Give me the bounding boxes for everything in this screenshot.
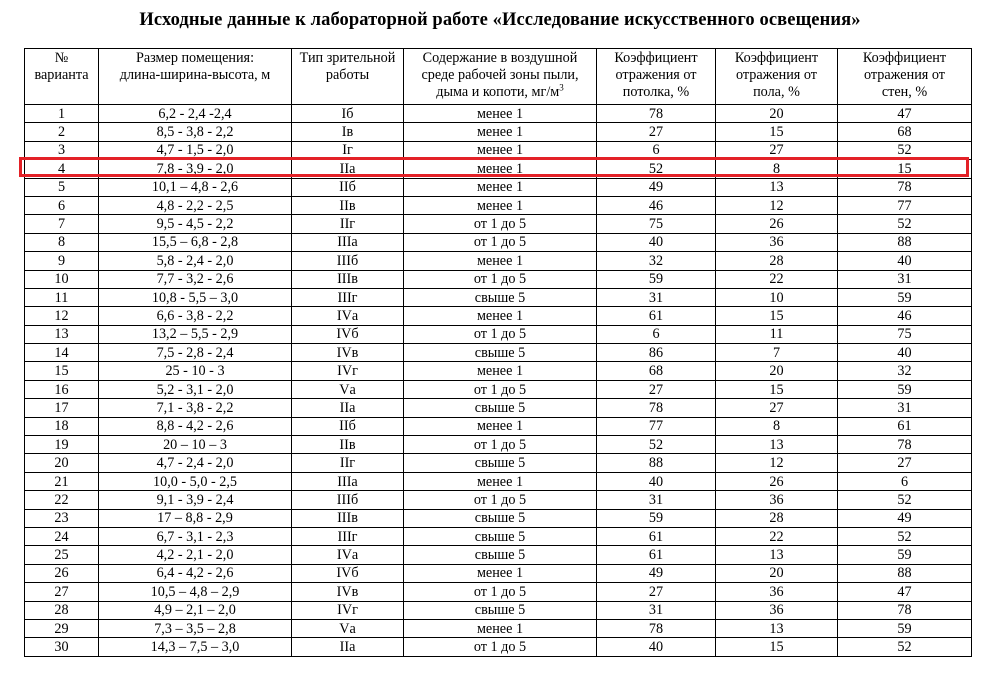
table-row bbox=[25, 252, 972, 270]
cell-wall-reflection: 40 bbox=[838, 344, 972, 362]
table-row bbox=[25, 141, 972, 159]
cell-wall-reflection: 31 bbox=[838, 399, 972, 417]
cell-variant: 4 bbox=[25, 160, 99, 178]
cell-dust-content: менее 1 bbox=[404, 123, 597, 141]
cell-variant: 27 bbox=[25, 583, 99, 601]
cell-wall-reflection: 32 bbox=[838, 362, 972, 380]
cell-wall-reflection: 46 bbox=[838, 307, 972, 325]
cell-floor-reflection: 28 bbox=[716, 252, 838, 270]
table-row bbox=[25, 454, 972, 472]
cell-wall-reflection: 61 bbox=[838, 417, 972, 435]
cell-room-size: 6,7 - 3,1 - 2,3 bbox=[99, 527, 292, 545]
cell-room-size: 6,6 - 3,8 - 2,2 bbox=[99, 307, 292, 325]
cell-ceiling-reflection: 49 bbox=[597, 564, 716, 582]
cell-floor-reflection: 13 bbox=[716, 436, 838, 454]
cell-room-size: 10,0 - 5,0 - 2,5 bbox=[99, 472, 292, 490]
cell-floor-reflection: 8 bbox=[716, 160, 838, 178]
cell-work-type: IIг bbox=[292, 215, 404, 233]
cell-dust-content: от 1 до 5 bbox=[404, 215, 597, 233]
cell-variant: 16 bbox=[25, 380, 99, 398]
table-row bbox=[25, 564, 972, 582]
cell-floor-reflection: 27 bbox=[716, 141, 838, 159]
table-row bbox=[25, 638, 972, 656]
cell-floor-reflection: 20 bbox=[716, 564, 838, 582]
cell-room-size: 9,5 - 4,5 - 2,2 bbox=[99, 215, 292, 233]
cell-wall-reflection: 59 bbox=[838, 546, 972, 564]
table-row bbox=[25, 215, 972, 233]
cell-room-size: 13,2 – 5,5 - 2,9 bbox=[99, 325, 292, 343]
cell-dust-content: менее 1 bbox=[404, 307, 597, 325]
table-row bbox=[25, 472, 972, 490]
cell-wall-reflection: 27 bbox=[838, 454, 972, 472]
cell-work-type: IIг bbox=[292, 454, 404, 472]
cell-floor-reflection: 15 bbox=[716, 380, 838, 398]
table-row bbox=[25, 233, 972, 251]
cell-variant: 30 bbox=[25, 638, 99, 656]
table-row bbox=[25, 509, 972, 527]
cell-floor-reflection: 28 bbox=[716, 509, 838, 527]
cell-work-type: IVа bbox=[292, 546, 404, 564]
cell-floor-reflection: 27 bbox=[716, 399, 838, 417]
cell-dust-content: менее 1 bbox=[404, 141, 597, 159]
cell-floor-reflection: 13 bbox=[716, 619, 838, 637]
cell-dust-content: менее 1 bbox=[404, 196, 597, 214]
cell-work-type: IIIб bbox=[292, 491, 404, 509]
cell-wall-reflection: 31 bbox=[838, 270, 972, 288]
cell-wall-reflection: 47 bbox=[838, 583, 972, 601]
cell-variant: 19 bbox=[25, 436, 99, 454]
cell-wall-reflection: 6 bbox=[838, 472, 972, 490]
cell-work-type: Iв bbox=[292, 123, 404, 141]
cell-work-type: IVб bbox=[292, 564, 404, 582]
cell-wall-reflection: 15 bbox=[838, 160, 972, 178]
table-row bbox=[25, 344, 972, 362]
header-floor-reflection: Коэффициент отражения от пола, % bbox=[716, 49, 838, 105]
cell-wall-reflection: 68 bbox=[838, 123, 972, 141]
cell-room-size: 4,7 - 1,5 - 2,0 bbox=[99, 141, 292, 159]
cell-dust-content: свыше 5 bbox=[404, 527, 597, 545]
cell-room-size: 9,1 - 3,9 - 2,4 bbox=[99, 491, 292, 509]
cell-work-type: IVб bbox=[292, 325, 404, 343]
cell-variant: 18 bbox=[25, 417, 99, 435]
cell-ceiling-reflection: 27 bbox=[597, 583, 716, 601]
cell-floor-reflection: 22 bbox=[716, 270, 838, 288]
cell-wall-reflection: 59 bbox=[838, 619, 972, 637]
cell-floor-reflection: 8 bbox=[716, 417, 838, 435]
cell-variant: 22 bbox=[25, 491, 99, 509]
cell-room-size: 6,4 - 4,2 - 2,6 bbox=[99, 564, 292, 582]
table-row bbox=[25, 160, 972, 178]
cell-work-type: IIIв bbox=[292, 509, 404, 527]
cell-floor-reflection: 12 bbox=[716, 454, 838, 472]
cell-wall-reflection: 52 bbox=[838, 638, 972, 656]
cell-wall-reflection: 59 bbox=[838, 380, 972, 398]
header-visual-work-type: Тип зрительной работы bbox=[292, 49, 404, 105]
table-row bbox=[25, 436, 972, 454]
cell-variant: 23 bbox=[25, 509, 99, 527]
cell-variant: 11 bbox=[25, 288, 99, 306]
cell-ceiling-reflection: 59 bbox=[597, 509, 716, 527]
cell-room-size: 10,1 – 4,8 - 2,6 bbox=[99, 178, 292, 196]
cell-ceiling-reflection: 68 bbox=[597, 362, 716, 380]
table-row bbox=[25, 307, 972, 325]
header-variant: № варианта bbox=[25, 49, 99, 105]
cell-wall-reflection: 78 bbox=[838, 178, 972, 196]
cell-variant: 24 bbox=[25, 527, 99, 545]
table-row bbox=[25, 105, 972, 123]
cell-work-type: IVв bbox=[292, 583, 404, 601]
cell-ceiling-reflection: 77 bbox=[597, 417, 716, 435]
cell-variant: 28 bbox=[25, 601, 99, 619]
lab-data-table bbox=[24, 48, 972, 657]
cell-wall-reflection: 47 bbox=[838, 105, 972, 123]
cell-work-type: IIв bbox=[292, 436, 404, 454]
cell-dust-content: менее 1 bbox=[404, 105, 597, 123]
cell-work-type: IVа bbox=[292, 307, 404, 325]
cell-wall-reflection: 59 bbox=[838, 288, 972, 306]
table-row bbox=[25, 491, 972, 509]
table-row bbox=[25, 178, 972, 196]
table-row bbox=[25, 583, 972, 601]
cell-room-size: 7,7 - 3,2 - 2,6 bbox=[99, 270, 292, 288]
cell-work-type: IIIб bbox=[292, 252, 404, 270]
cell-ceiling-reflection: 40 bbox=[597, 233, 716, 251]
cell-variant: 15 bbox=[25, 362, 99, 380]
cell-wall-reflection: 75 bbox=[838, 325, 972, 343]
cell-variant: 5 bbox=[25, 178, 99, 196]
cell-variant: 26 bbox=[25, 564, 99, 582]
table-row bbox=[25, 380, 972, 398]
cell-work-type: IIа bbox=[292, 160, 404, 178]
cell-variant: 8 bbox=[25, 233, 99, 251]
cell-dust-content: от 1 до 5 bbox=[404, 325, 597, 343]
cell-work-type: IIIа bbox=[292, 472, 404, 490]
cell-room-size: 4,8 - 2,2 - 2,5 bbox=[99, 196, 292, 214]
cell-ceiling-reflection: 31 bbox=[597, 601, 716, 619]
table-row bbox=[25, 619, 972, 637]
cell-room-size: 25 - 10 - 3 bbox=[99, 362, 292, 380]
cell-room-size: 20 – 10 – 3 bbox=[99, 436, 292, 454]
cell-work-type: IVв bbox=[292, 344, 404, 362]
table-row bbox=[25, 362, 972, 380]
cell-variant: 25 bbox=[25, 546, 99, 564]
cell-room-size: 7,8 - 3,9 - 2,0 bbox=[99, 160, 292, 178]
cell-dust-content: от 1 до 5 bbox=[404, 270, 597, 288]
cell-dust-content: менее 1 bbox=[404, 472, 597, 490]
cell-floor-reflection: 10 bbox=[716, 288, 838, 306]
cell-work-type: IIб bbox=[292, 178, 404, 196]
cell-work-type: IIIа bbox=[292, 233, 404, 251]
cell-wall-reflection: 52 bbox=[838, 491, 972, 509]
table-row bbox=[25, 123, 972, 141]
cell-ceiling-reflection: 49 bbox=[597, 178, 716, 196]
cell-dust-content: менее 1 bbox=[404, 252, 597, 270]
cell-work-type: Vа bbox=[292, 380, 404, 398]
cell-ceiling-reflection: 27 bbox=[597, 380, 716, 398]
cell-work-type: Iб bbox=[292, 105, 404, 123]
cell-dust-content: менее 1 bbox=[404, 564, 597, 582]
cell-work-type: IIа bbox=[292, 399, 404, 417]
cell-dust-content: свыше 5 bbox=[404, 546, 597, 564]
cell-dust-content: менее 1 bbox=[404, 178, 597, 196]
cell-ceiling-reflection: 6 bbox=[597, 325, 716, 343]
cell-dust-content: от 1 до 5 bbox=[404, 233, 597, 251]
document-title: Исходные данные к лабораторной работе «Исследование искусственного освещения» bbox=[139, 10, 861, 30]
table-row bbox=[25, 270, 972, 288]
cell-room-size: 14,3 – 7,5 – 3,0 bbox=[99, 638, 292, 656]
cell-floor-reflection: 15 bbox=[716, 638, 838, 656]
cell-room-size: 7,1 - 3,8 - 2,2 bbox=[99, 399, 292, 417]
cell-work-type: IIIг bbox=[292, 288, 404, 306]
cell-floor-reflection: 13 bbox=[716, 178, 838, 196]
header-row bbox=[25, 49, 972, 105]
cell-floor-reflection: 26 bbox=[716, 215, 838, 233]
cell-ceiling-reflection: 59 bbox=[597, 270, 716, 288]
header-room-size: Размер помещения: длина-ширина-высота, м bbox=[99, 49, 292, 105]
cell-floor-reflection: 36 bbox=[716, 601, 838, 619]
cell-ceiling-reflection: 31 bbox=[597, 288, 716, 306]
cell-wall-reflection: 88 bbox=[838, 233, 972, 251]
table-row bbox=[25, 399, 972, 417]
cell-dust-content: менее 1 bbox=[404, 160, 597, 178]
cell-floor-reflection: 20 bbox=[716, 362, 838, 380]
cell-ceiling-reflection: 40 bbox=[597, 638, 716, 656]
cell-dust-content: свыше 5 bbox=[404, 601, 597, 619]
cell-variant: 14 bbox=[25, 344, 99, 362]
cell-dust-content: от 1 до 5 bbox=[404, 380, 597, 398]
cell-work-type: IVг bbox=[292, 362, 404, 380]
cell-dust-content: от 1 до 5 bbox=[404, 638, 597, 656]
cell-room-size: 10,5 – 4,8 – 2,9 bbox=[99, 583, 292, 601]
cell-room-size: 15,5 – 6,8 - 2,8 bbox=[99, 233, 292, 251]
cell-room-size: 4,2 - 2,1 - 2,0 bbox=[99, 546, 292, 564]
cell-dust-content: от 1 до 5 bbox=[404, 436, 597, 454]
cell-floor-reflection: 7 bbox=[716, 344, 838, 362]
cell-ceiling-reflection: 78 bbox=[597, 619, 716, 637]
table-row bbox=[25, 288, 972, 306]
cell-variant: 9 bbox=[25, 252, 99, 270]
cell-room-size: 5,8 - 2,4 - 2,0 bbox=[99, 252, 292, 270]
cell-work-type: IIIв bbox=[292, 270, 404, 288]
cell-variant: 29 bbox=[25, 619, 99, 637]
cell-room-size: 7,5 - 2,8 - 2,4 bbox=[99, 344, 292, 362]
cell-room-size: 10,8 - 5,5 – 3,0 bbox=[99, 288, 292, 306]
header-dust-content: Содержание в воздушной среде рабочей зоны пыли, дыма и копоти, $мг/м^3$ bbox=[404, 49, 597, 105]
cell-variant: 1 bbox=[25, 105, 99, 123]
cell-room-size: 7,3 – 3,5 – 2,8 bbox=[99, 619, 292, 637]
cell-variant: 20 bbox=[25, 454, 99, 472]
cell-floor-reflection: 12 bbox=[716, 196, 838, 214]
cell-floor-reflection: 22 bbox=[716, 527, 838, 545]
cell-dust-content: свыше 5 bbox=[404, 344, 597, 362]
table-row bbox=[25, 527, 972, 545]
table-body bbox=[25, 105, 972, 657]
cell-floor-reflection: 13 bbox=[716, 546, 838, 564]
table-row bbox=[25, 417, 972, 435]
cell-floor-reflection: 36 bbox=[716, 233, 838, 251]
table-row bbox=[25, 601, 972, 619]
cell-work-type: IIIг bbox=[292, 527, 404, 545]
cell-dust-content: менее 1 bbox=[404, 417, 597, 435]
cell-ceiling-reflection: 31 bbox=[597, 491, 716, 509]
cell-wall-reflection: 88 bbox=[838, 564, 972, 582]
cell-dust-content: свыше 5 bbox=[404, 288, 597, 306]
cell-ceiling-reflection: 61 bbox=[597, 546, 716, 564]
cell-ceiling-reflection: 88 bbox=[597, 454, 716, 472]
cell-floor-reflection: 26 bbox=[716, 472, 838, 490]
cell-wall-reflection: 40 bbox=[838, 252, 972, 270]
cell-variant: 12 bbox=[25, 307, 99, 325]
cell-room-size: 4,9 – 2,1 – 2,0 bbox=[99, 601, 292, 619]
cell-variant: 7 bbox=[25, 215, 99, 233]
cell-ceiling-reflection: 61 bbox=[597, 307, 716, 325]
cell-floor-reflection: 15 bbox=[716, 123, 838, 141]
cell-room-size: 6,2 - 2,4 -2,4 bbox=[99, 105, 292, 123]
cell-dust-content: свыше 5 bbox=[404, 509, 597, 527]
cell-room-size: 5,2 - 3,1 - 2,0 bbox=[99, 380, 292, 398]
cell-ceiling-reflection: 52 bbox=[597, 160, 716, 178]
cell-variant: 2 bbox=[25, 123, 99, 141]
cell-ceiling-reflection: 75 bbox=[597, 215, 716, 233]
cell-room-size: 4,7 - 2,4 - 2,0 bbox=[99, 454, 292, 472]
cell-variant: 6 bbox=[25, 196, 99, 214]
cell-wall-reflection: 52 bbox=[838, 527, 972, 545]
cell-ceiling-reflection: 86 bbox=[597, 344, 716, 362]
cell-ceiling-reflection: 61 bbox=[597, 527, 716, 545]
cell-work-type: IIв bbox=[292, 196, 404, 214]
cell-ceiling-reflection: 32 bbox=[597, 252, 716, 270]
cell-dust-content: менее 1 bbox=[404, 362, 597, 380]
cell-variant: 10 bbox=[25, 270, 99, 288]
cell-variant: 13 bbox=[25, 325, 99, 343]
cell-work-type: IVг bbox=[292, 601, 404, 619]
table-row bbox=[25, 196, 972, 214]
cell-wall-reflection: 78 bbox=[838, 436, 972, 454]
cell-floor-reflection: 11 bbox=[716, 325, 838, 343]
cell-ceiling-reflection: 46 bbox=[597, 196, 716, 214]
cell-work-type: Vа bbox=[292, 619, 404, 637]
cell-room-size: 8,8 - 4,2 - 2,6 bbox=[99, 417, 292, 435]
cell-ceiling-reflection: 40 bbox=[597, 472, 716, 490]
cell-wall-reflection: 52 bbox=[838, 215, 972, 233]
cell-floor-reflection: 20 bbox=[716, 105, 838, 123]
cell-dust-content: свыше 5 bbox=[404, 454, 597, 472]
cell-ceiling-reflection: 6 bbox=[597, 141, 716, 159]
cell-dust-content: от 1 до 5 bbox=[404, 491, 597, 509]
cell-wall-reflection: 77 bbox=[838, 196, 972, 214]
header-wall-reflection: Коэффициент отражения от стен, % bbox=[838, 49, 972, 105]
cell-dust-content: свыше 5 bbox=[404, 399, 597, 417]
cell-ceiling-reflection: 52 bbox=[597, 436, 716, 454]
cell-variant: 3 bbox=[25, 141, 99, 159]
cell-wall-reflection: 52 bbox=[838, 141, 972, 159]
cell-ceiling-reflection: 78 bbox=[597, 399, 716, 417]
cell-floor-reflection: 36 bbox=[716, 491, 838, 509]
cell-variant: 17 bbox=[25, 399, 99, 417]
cell-work-type: IIа bbox=[292, 638, 404, 656]
cell-dust-content: менее 1 bbox=[404, 619, 597, 637]
cell-variant: 21 bbox=[25, 472, 99, 490]
cell-wall-reflection: 49 bbox=[838, 509, 972, 527]
cell-work-type: IIб bbox=[292, 417, 404, 435]
cell-ceiling-reflection: 78 bbox=[597, 105, 716, 123]
cell-floor-reflection: 15 bbox=[716, 307, 838, 325]
cell-wall-reflection: 78 bbox=[838, 601, 972, 619]
cell-floor-reflection: 36 bbox=[716, 583, 838, 601]
cell-ceiling-reflection: 27 bbox=[597, 123, 716, 141]
table-row bbox=[25, 325, 972, 343]
cell-work-type: Iг bbox=[292, 141, 404, 159]
cell-room-size: 17 – 8,8 - 2,9 bbox=[99, 509, 292, 527]
cell-dust-content: от 1 до 5 bbox=[404, 583, 597, 601]
header-ceiling-reflection: Коэффициент отражения от потолка, % bbox=[597, 49, 716, 105]
cell-room-size: 8,5 - 3,8 - 2,2 bbox=[99, 123, 292, 141]
table-row bbox=[25, 546, 972, 564]
